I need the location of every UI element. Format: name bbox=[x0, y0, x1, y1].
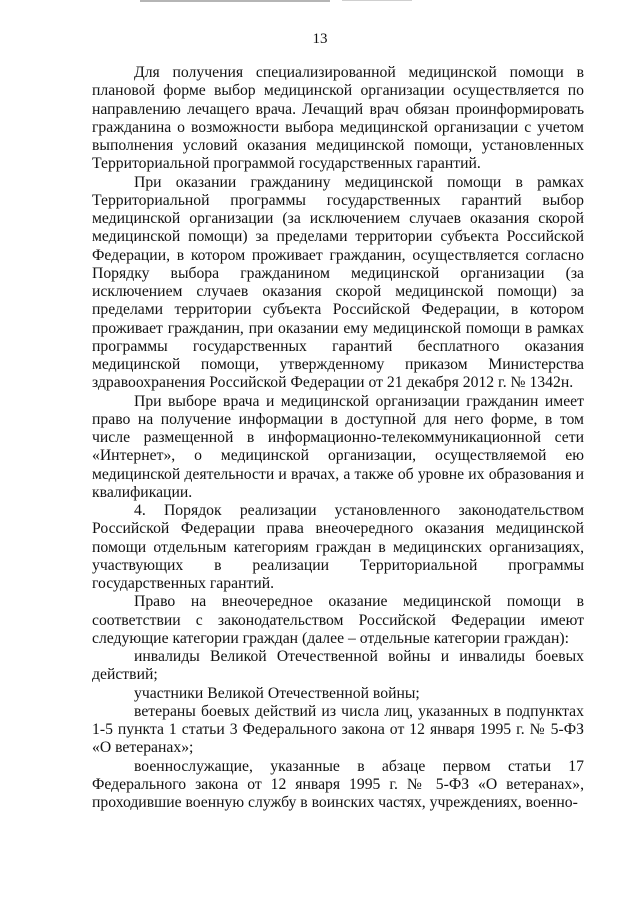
paragraph-priority-right: Право на внеочередное оказание медицинской помощи в соответствии с законодательством Российской Федерации имеют следующие категории граждан (далее – отдельные категории граждан): bbox=[92, 593, 584, 647]
list-item-war-participants: участники Великой Отечественной войны; bbox=[134, 684, 420, 702]
list-item-war-invalids: инвалиды Великой Отечественной войны и инвалиды боевых действий; bbox=[92, 648, 584, 684]
document-body bbox=[92, 64, 584, 812]
paragraph-specialized-care: Для получения специализированной медицинской помощи в плановой форме выбор медицинской организации осуществляется по направлению лечащего врача. Лечащий врач обязан проинформировать гражданина о возможности выбора медицинской организации с учетом выполнения условий оказания медицинской помощи, установленных Территориальной программой государственных гарантий. bbox=[92, 64, 584, 173]
paragraph-outside-region: При оказании гражданину медицинской помощи в рамках Территориальной программы государственных гарантий выбор медицинской организации (за исключением случаев оказания скорой медицинской помощи) за пределами территории субъекта Российской Федерации, в котором проживает гражданин, осуществляется согласно Порядку выбора гражданином медицинской организации (за исключением случаев оказания скорой медицинской помощи) за пределами территории субъекта Российской Федерации, в котором проживает гражданин, при оказании ему медицинской помощи в рамках программы государственных гарантий бесплатного оказания медицинской помощи, утвержденному приказом Министерства здравоохранения Российской Федерации от 21 декабря 2012 г. № 1342н. bbox=[92, 173, 584, 392]
scan-edge-mark bbox=[342, 0, 412, 1]
list-item-combat-veterans: ветераны боевых действий из числа лиц, указанных в подпунктах 1-5 пункта 1 статьи 3 Федерального закона от 12 января 1995 г. № 5-ФЗ «О ветеранах»; bbox=[92, 702, 584, 757]
page-number: 13 bbox=[312, 31, 328, 47]
scan-edge-mark bbox=[140, 0, 330, 2]
paragraph-information-right: При выборе врача и медицинской организации гражданин имеет право на получение информации в доступной для него форме, в том числе размещенной в информационно-телекоммуникационной сети «Интернет», о медицинской организации, осуществляемой ею медицинской деятельности и врачах, а также об уровне их образования и квалификации. bbox=[92, 392, 584, 501]
section-heading-4: 4. Порядок реализации установленного законодательством Российской Федерации права внеочередного оказания медицинской помощи отдельным категориям граждан в медицинских организациях, участвующих в реализации Территориальной программы государственных гарантий. bbox=[92, 502, 584, 592]
list-item-servicemen: военнослужащие, указанные в абзаце первом статьи 17 Федерального закона от 12 января 1995 г. № 5-ФЗ «О ветеранах», проходившие военную службу в воинских частях, учреждениях, военно- bbox=[92, 757, 584, 811]
